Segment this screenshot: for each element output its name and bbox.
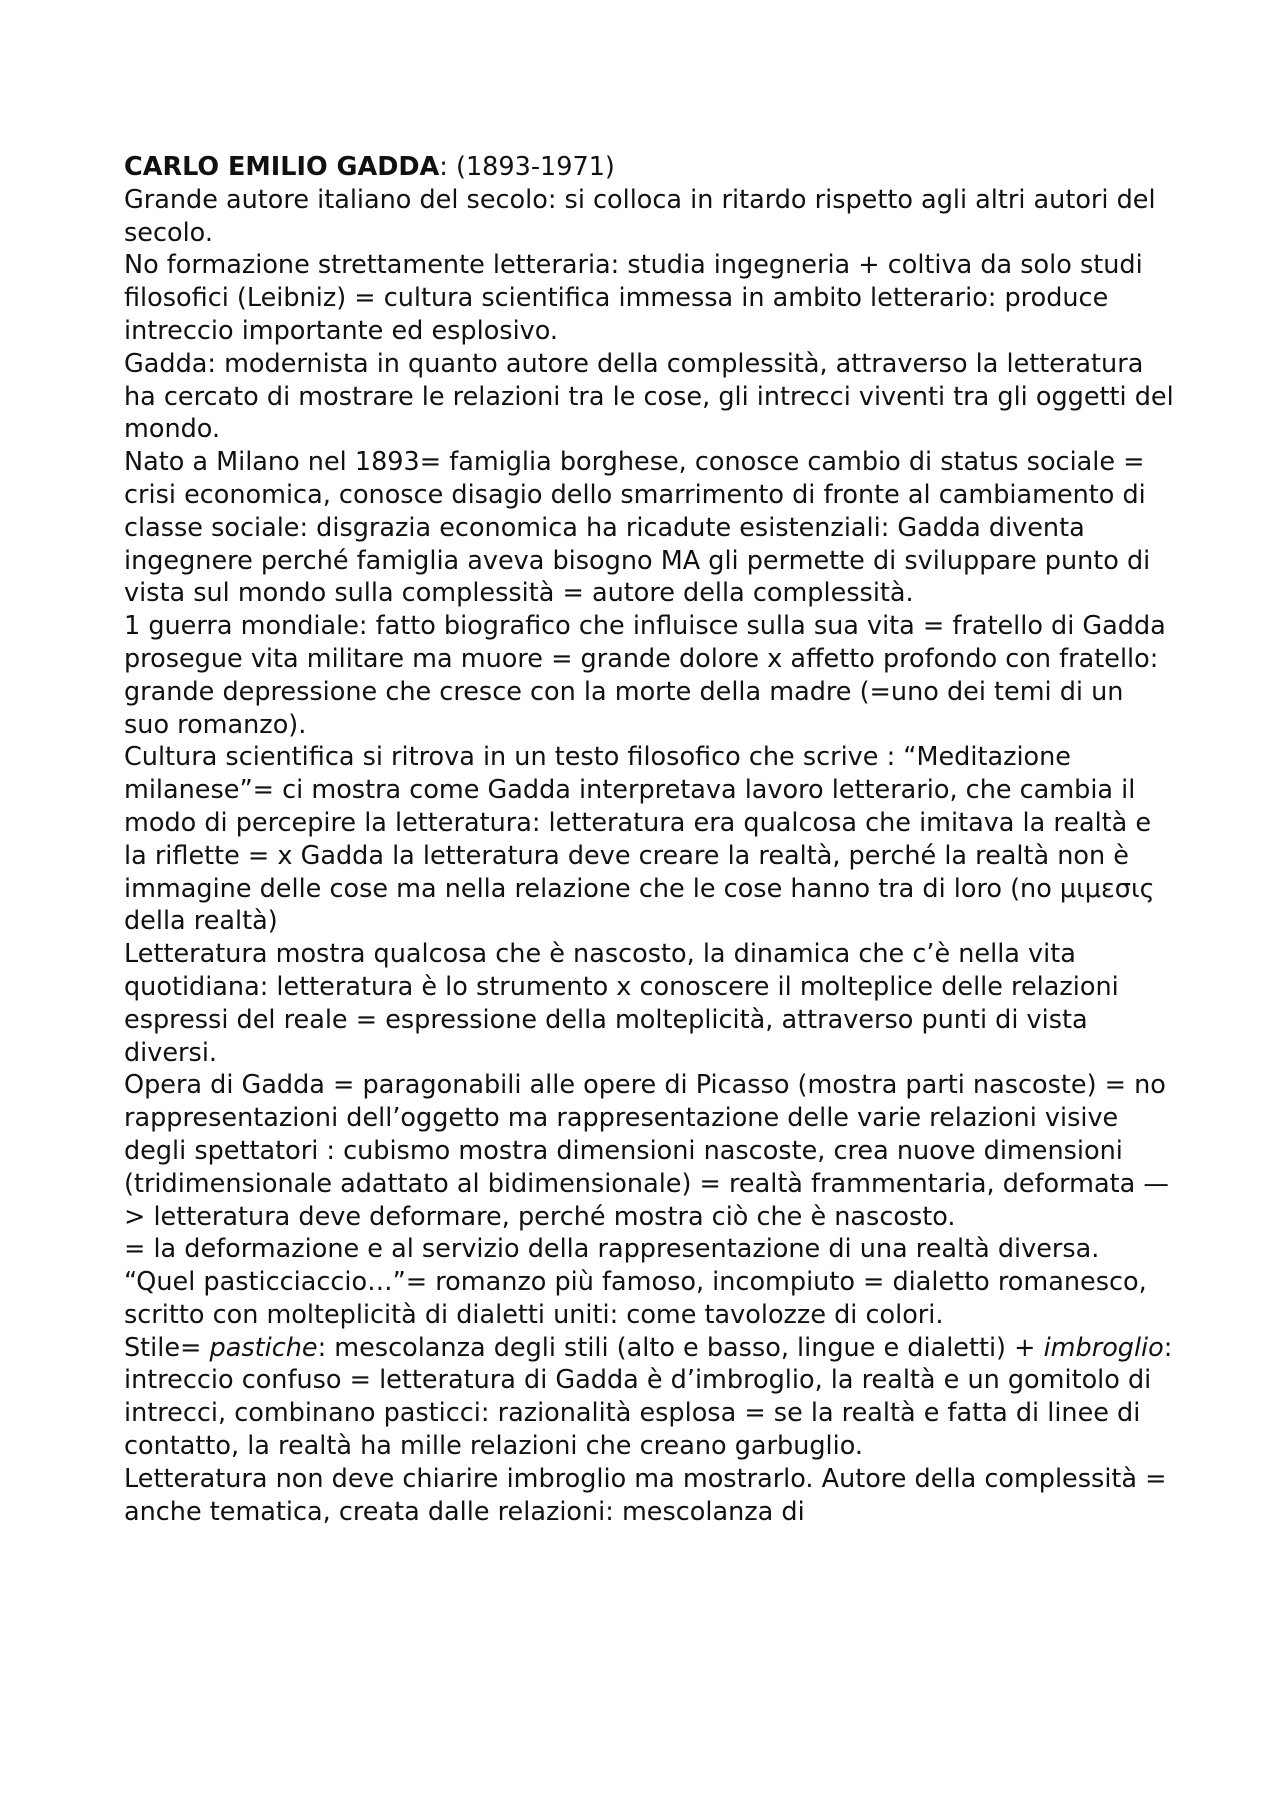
- paragraph-closing: Letteratura non deve chiarire imbroglio ma mostrarlo. Autore della complessità = anche tematica, creata dalle relazioni: mescolanza di: [124, 1463, 1167, 1527]
- term-imbroglio: imbroglio: [1043, 1332, 1164, 1363]
- paragraph-deformazione: = la deformazione e al servizio della rappresentazione di una realtà diversa.: [124, 1234, 1100, 1265]
- paragraph-picasso: Opera di Gadda = paragonabili alle opere di Picasso (mostra parti nascoste) = no rappresentazioni dell’oggetto ma rappresentazione delle varie relazioni visive degli spettatori : cubismo mostra dimensioni nascoste, crea nuove dimensioni (tridimensionale adattato al bidimensionale) = realtà frammentaria, deformata —> letteratura deve deformare, perché mostra ciò che è nascosto.: [124, 1070, 1169, 1232]
- paragraph-guerra: 1 guerra mondiale: fatto biografico che influisce sulla sua vita = fratello di Gadda prosegue vita militare ma muore = grande dolore x affetto profondo con fratello: grande depressione che cresce con la morte della madre (=uno dei temi di un suo romanzo).: [124, 611, 1166, 740]
- paragraph-modernista: Gadda: modernista in quanto autore della complessità, attraverso la letteratura ha cercato di mostrare le relazioni tra le cose, gli intrecci viventi tra gli oggetti del mondo.: [124, 348, 1174, 445]
- author-name: CARLO EMILIO GADDA: [124, 152, 440, 182]
- heading-line: [124, 151, 1174, 184]
- paragraph-pasticciaccio: “Quel pasticciaccio…”= romanzo più famoso, incompiuto = dialetto romanesco, scritto con molteplicità di dialetti uniti: come tavolozze di colori.: [124, 1267, 1147, 1330]
- document-page: [124, 151, 1174, 1528]
- paragraph-intro: Grande autore italiano del secolo: si colloca in ritardo rispetto agli altri autori del secolo.: [124, 184, 1156, 248]
- paragraph-formazione: No formazione strettamente letteraria: studia ingegneria + coltiva da solo studi filosofici (Leibniz) = cultura scientifica immessa in ambito letterario: produce intreccio importante ed esplosivo.: [124, 250, 1143, 346]
- stile-text-2: : intreccio confuso = letteratura di Gadda è d’imbroglio, la realtà e un gomitolo di intrecci, combinano pasticci: razionalità esplosa = se la realtà e fatta di linee di contatto, la realtà ha mille relazioni che creano garbuglio.: [124, 1332, 1173, 1462]
- paragraph-meditazione: Cultura scientifica si ritrova in un testo filosofico che scrive : “Meditazione milanese”= ci mostra come Gadda interpretava lavoro letterario, che cambia il modo di percepire la letteratura: letteratura era qualcosa che imitava la realtà e la riflette = x Gadda la letteratura deve creare la realtà, perché la realtà non è immagine delle cose ma nella relazione che le cose hanno tra di loro (no μιμεσις della realtà): [124, 742, 1155, 937]
- stile-lead: Stile=: [124, 1332, 210, 1363]
- paragraph-biografia: Nato a Milano nel 1893= famiglia borghese, conosce cambio di status sociale = crisi economica, conosce disagio dello smarrimento di fronte al cambiamento di classe sociale: disgrazia economica ha ricadute esistenziali: Gadda diventa ingegnere perché famiglia aveva bisogno MA gli permette di sviluppare punto di vista sul mondo sulla complessità = autore della complessità.: [124, 447, 1151, 609]
- paragraph-stile: [124, 1332, 1174, 1463]
- author-dates: : (1893-1971): [439, 152, 615, 182]
- term-pastiche: pastiche: [209, 1332, 318, 1363]
- stile-text-1: : mescolanza degli stili (alto e basso, lingue e dialetti) +: [317, 1332, 1044, 1363]
- paragraph-letteratura: Letteratura mostra qualcosa che è nascosto, la dinamica che c’è nella vita quotidiana: letteratura è lo strumento x conoscere il molteplice delle relazioni espressi del reale = espressione della molteplicità, attraverso punti di vista diversi.: [124, 939, 1119, 1068]
